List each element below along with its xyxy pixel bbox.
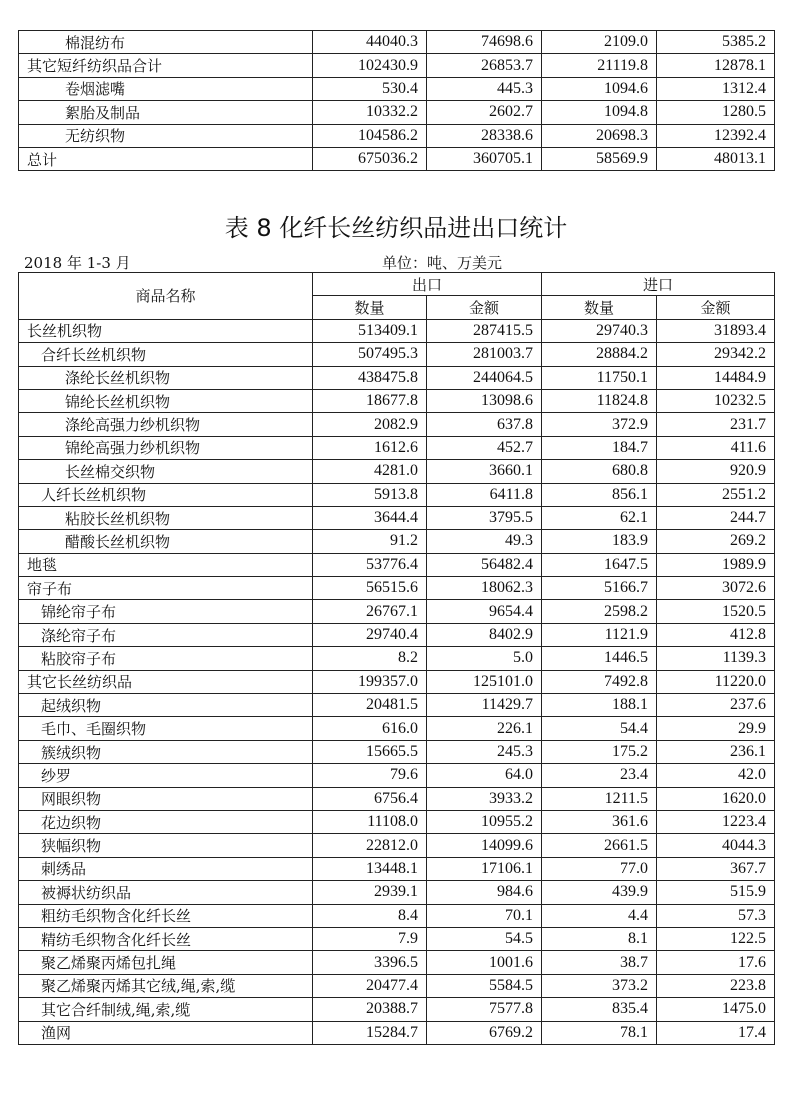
import-amount-cell: 1139.3 bbox=[657, 647, 775, 670]
export-amount-cell: 245.3 bbox=[427, 740, 542, 763]
export-qty-cell: 7.9 bbox=[313, 927, 427, 950]
import-amount-cell: 231.7 bbox=[657, 413, 775, 436]
import-qty-cell: 4.4 bbox=[542, 904, 657, 927]
export-amount-cell: 3660.1 bbox=[427, 460, 542, 483]
export-qty-cell: 20481.5 bbox=[313, 694, 427, 717]
import-qty-cell: 372.9 bbox=[542, 413, 657, 436]
table-row bbox=[19, 77, 775, 100]
export-qty-cell: 438475.8 bbox=[313, 366, 427, 389]
import-qty-cell: 28884.2 bbox=[542, 343, 657, 366]
export-amount-cell: 70.1 bbox=[427, 904, 542, 927]
product-name-cell: 棉混纺布 bbox=[19, 31, 313, 54]
import-qty-cell: 1211.5 bbox=[542, 787, 657, 810]
continued-table bbox=[18, 30, 775, 171]
header-import-amount: 金额 bbox=[657, 296, 775, 319]
import-qty-cell: 29740.3 bbox=[542, 319, 657, 342]
table-title: 表 8 化纤长丝纺织品进出口统计 bbox=[224, 214, 568, 242]
export-qty-cell: 2082.9 bbox=[313, 413, 427, 436]
export-qty-cell: 10332.2 bbox=[313, 101, 427, 124]
table-row bbox=[19, 366, 775, 389]
table-row bbox=[19, 717, 775, 740]
export-amount-cell: 13098.6 bbox=[427, 389, 542, 412]
table-row bbox=[19, 577, 775, 600]
import-qty-cell: 439.9 bbox=[542, 881, 657, 904]
export-qty-cell: 20477.4 bbox=[313, 974, 427, 997]
import-qty-cell: 184.7 bbox=[542, 436, 657, 459]
table-row bbox=[19, 147, 775, 170]
export-qty-cell: 2939.1 bbox=[313, 881, 427, 904]
product-name-cell: 长丝机织物 bbox=[19, 319, 313, 342]
export-amount-cell: 18062.3 bbox=[427, 577, 542, 600]
import-amount-cell: 269.2 bbox=[657, 530, 775, 553]
import-qty-cell: 2598.2 bbox=[542, 600, 657, 623]
export-qty-cell: 11108.0 bbox=[313, 810, 427, 833]
export-qty-cell: 8.2 bbox=[313, 647, 427, 670]
export-amount-cell: 14099.6 bbox=[427, 834, 542, 857]
import-amount-cell: 411.6 bbox=[657, 436, 775, 459]
product-name-cell: 涤纶帘子布 bbox=[19, 623, 313, 646]
export-amount-cell: 6769.2 bbox=[427, 1021, 542, 1044]
import-amount-cell: 17.6 bbox=[657, 951, 775, 974]
import-amount-cell: 10232.5 bbox=[657, 389, 775, 412]
export-amount-cell: 287415.5 bbox=[427, 319, 542, 342]
import-amount-cell: 12392.4 bbox=[657, 124, 775, 147]
table-row bbox=[19, 623, 775, 646]
export-amount-cell: 17106.1 bbox=[427, 857, 542, 880]
import-amount-cell: 1312.4 bbox=[657, 77, 775, 100]
import-amount-cell: 57.3 bbox=[657, 904, 775, 927]
export-amount-cell: 26853.7 bbox=[427, 54, 542, 77]
table-row bbox=[19, 436, 775, 459]
table-row bbox=[19, 670, 775, 693]
table-row bbox=[19, 834, 775, 857]
import-qty-cell: 8.1 bbox=[542, 927, 657, 950]
table-row bbox=[19, 124, 775, 147]
export-amount-cell: 281003.7 bbox=[427, 343, 542, 366]
table-row bbox=[19, 460, 775, 483]
import-qty-cell: 78.1 bbox=[542, 1021, 657, 1044]
import-amount-cell: 1520.5 bbox=[657, 600, 775, 623]
export-amount-cell: 226.1 bbox=[427, 717, 542, 740]
product-name-cell: 狭幅织物 bbox=[19, 834, 313, 857]
product-name-cell: 锦纶帘子布 bbox=[19, 600, 313, 623]
import-amount-cell: 515.9 bbox=[657, 881, 775, 904]
export-amount-cell: 360705.1 bbox=[427, 147, 542, 170]
header-product-name: 商品名称 bbox=[19, 273, 313, 320]
product-name-cell: 人纤长丝机织物 bbox=[19, 483, 313, 506]
product-name-cell: 簇绒织物 bbox=[19, 740, 313, 763]
import-qty-cell: 20698.3 bbox=[542, 124, 657, 147]
product-name-cell: 粘胶长丝机织物 bbox=[19, 506, 313, 529]
product-name-cell: 毛巾、毛圈织物 bbox=[19, 717, 313, 740]
import-qty-cell: 11750.1 bbox=[542, 366, 657, 389]
import-qty-cell: 62.1 bbox=[542, 506, 657, 529]
product-name-cell: 渔网 bbox=[19, 1021, 313, 1044]
import-amount-cell: 48013.1 bbox=[657, 147, 775, 170]
import-qty-cell: 175.2 bbox=[542, 740, 657, 763]
product-name-cell: 聚乙烯聚丙烯其它绒,绳,索,缆 bbox=[19, 974, 313, 997]
export-qty-cell: 3396.5 bbox=[313, 951, 427, 974]
table-header bbox=[19, 273, 775, 320]
table-row bbox=[19, 810, 775, 833]
export-qty-cell: 6756.4 bbox=[313, 787, 427, 810]
table-row bbox=[19, 483, 775, 506]
import-amount-cell: 920.9 bbox=[657, 460, 775, 483]
export-qty-cell: 8.4 bbox=[313, 904, 427, 927]
product-name-cell: 起绒织物 bbox=[19, 694, 313, 717]
export-amount-cell: 637.8 bbox=[427, 413, 542, 436]
import-amount-cell: 14484.9 bbox=[657, 366, 775, 389]
table-row bbox=[19, 413, 775, 436]
table-row bbox=[19, 974, 775, 997]
import-amount-cell: 1223.4 bbox=[657, 810, 775, 833]
import-amount-cell: 3072.6 bbox=[657, 577, 775, 600]
product-name-cell: 总计 bbox=[19, 147, 313, 170]
table-row bbox=[19, 553, 775, 576]
table-row bbox=[19, 764, 775, 787]
product-name-cell: 醋酸长丝机织物 bbox=[19, 530, 313, 553]
import-amount-cell: 31893.4 bbox=[657, 319, 775, 342]
export-amount-cell: 1001.6 bbox=[427, 951, 542, 974]
import-qty-cell: 11824.8 bbox=[542, 389, 657, 412]
export-amount-cell: 54.5 bbox=[427, 927, 542, 950]
export-qty-cell: 513409.1 bbox=[313, 319, 427, 342]
import-qty-cell: 361.6 bbox=[542, 810, 657, 833]
import-amount-cell: 367.7 bbox=[657, 857, 775, 880]
export-amount-cell: 10955.2 bbox=[427, 810, 542, 833]
header-row-1 bbox=[19, 273, 775, 296]
import-qty-cell: 1094.8 bbox=[542, 101, 657, 124]
import-amount-cell: 412.8 bbox=[657, 623, 775, 646]
export-amount-cell: 49.3 bbox=[427, 530, 542, 553]
table-row bbox=[19, 881, 775, 904]
export-amount-cell: 74698.6 bbox=[427, 31, 542, 54]
export-amount-cell: 984.6 bbox=[427, 881, 542, 904]
export-amount-cell: 445.3 bbox=[427, 77, 542, 100]
product-name-cell: 锦纶高强力纱机织物 bbox=[19, 436, 313, 459]
import-amount-cell: 122.5 bbox=[657, 927, 775, 950]
import-qty-cell: 38.7 bbox=[542, 951, 657, 974]
product-name-cell: 长丝棉交织物 bbox=[19, 460, 313, 483]
import-amount-cell: 1989.9 bbox=[657, 553, 775, 576]
import-qty-cell: 7492.8 bbox=[542, 670, 657, 693]
import-amount-cell: 12878.1 bbox=[657, 54, 775, 77]
import-amount-cell: 244.7 bbox=[657, 506, 775, 529]
export-qty-cell: 199357.0 bbox=[313, 670, 427, 693]
product-name-cell: 帘子布 bbox=[19, 577, 313, 600]
import-qty-cell: 5166.7 bbox=[542, 577, 657, 600]
export-qty-cell: 20388.7 bbox=[313, 998, 427, 1021]
product-name-cell: 地毯 bbox=[19, 553, 313, 576]
export-qty-cell: 29740.4 bbox=[313, 623, 427, 646]
table-row bbox=[19, 951, 775, 974]
export-amount-cell: 3795.5 bbox=[427, 506, 542, 529]
import-amount-cell: 4044.3 bbox=[657, 834, 775, 857]
export-qty-cell: 102430.9 bbox=[313, 54, 427, 77]
product-name-cell: 精纺毛织物含化纤长丝 bbox=[19, 927, 313, 950]
import-qty-cell: 54.4 bbox=[542, 717, 657, 740]
product-name-cell: 花边织物 bbox=[19, 810, 313, 833]
export-amount-cell: 125101.0 bbox=[427, 670, 542, 693]
import-qty-cell: 680.8 bbox=[542, 460, 657, 483]
import-amount-cell: 2551.2 bbox=[657, 483, 775, 506]
export-amount-cell: 11429.7 bbox=[427, 694, 542, 717]
export-qty-cell: 4281.0 bbox=[313, 460, 427, 483]
product-name-cell: 絮胎及制品 bbox=[19, 101, 313, 124]
table-row bbox=[19, 600, 775, 623]
header-export-amount: 金额 bbox=[427, 296, 542, 319]
import-amount-cell: 29.9 bbox=[657, 717, 775, 740]
import-qty-cell: 373.2 bbox=[542, 974, 657, 997]
product-name-cell: 其它长丝纺织品 bbox=[19, 670, 313, 693]
table-row bbox=[19, 506, 775, 529]
import-qty-cell: 1121.9 bbox=[542, 623, 657, 646]
import-amount-cell: 29342.2 bbox=[657, 343, 775, 366]
export-qty-cell: 26767.1 bbox=[313, 600, 427, 623]
continued-table-body bbox=[19, 31, 775, 171]
export-amount-cell: 7577.8 bbox=[427, 998, 542, 1021]
export-qty-cell: 104586.2 bbox=[313, 124, 427, 147]
export-amount-cell: 5.0 bbox=[427, 647, 542, 670]
import-amount-cell: 5385.2 bbox=[657, 31, 775, 54]
import-qty-cell: 2109.0 bbox=[542, 31, 657, 54]
product-name-cell: 被褥状纺织品 bbox=[19, 881, 313, 904]
export-amount-cell: 6411.8 bbox=[427, 483, 542, 506]
import-qty-cell: 1094.6 bbox=[542, 77, 657, 100]
table-row bbox=[19, 101, 775, 124]
export-qty-cell: 56515.6 bbox=[313, 577, 427, 600]
import-amount-cell: 11220.0 bbox=[657, 670, 775, 693]
import-amount-cell: 236.1 bbox=[657, 740, 775, 763]
product-name-cell: 无纺织物 bbox=[19, 124, 313, 147]
table-row bbox=[19, 927, 775, 950]
product-name-cell: 涤纶长丝机织物 bbox=[19, 366, 313, 389]
table-row bbox=[19, 647, 775, 670]
product-name-cell: 涤纶高强力纱机织物 bbox=[19, 413, 313, 436]
product-name-cell: 粗纺毛织物含化纤长丝 bbox=[19, 904, 313, 927]
product-name-cell: 刺绣品 bbox=[19, 857, 313, 880]
table-row bbox=[19, 54, 775, 77]
import-amount-cell: 1280.5 bbox=[657, 101, 775, 124]
period-label: 2018 年 1-3 月 bbox=[24, 254, 131, 272]
import-qty-cell: 21119.8 bbox=[542, 54, 657, 77]
table-row bbox=[19, 857, 775, 880]
export-amount-cell: 56482.4 bbox=[427, 553, 542, 576]
table-row bbox=[19, 389, 775, 412]
import-amount-cell: 1475.0 bbox=[657, 998, 775, 1021]
import-qty-cell: 183.9 bbox=[542, 530, 657, 553]
table-body bbox=[19, 319, 775, 1044]
product-name-cell: 其它合纤制绒,绳,索,缆 bbox=[19, 998, 313, 1021]
export-qty-cell: 44040.3 bbox=[313, 31, 427, 54]
export-amount-cell: 64.0 bbox=[427, 764, 542, 787]
import-qty-cell: 835.4 bbox=[542, 998, 657, 1021]
table-row bbox=[19, 319, 775, 342]
export-qty-cell: 616.0 bbox=[313, 717, 427, 740]
trade-statistics-table bbox=[18, 272, 775, 1045]
import-amount-cell: 223.8 bbox=[657, 974, 775, 997]
export-qty-cell: 22812.0 bbox=[313, 834, 427, 857]
table-row bbox=[19, 694, 775, 717]
table-row bbox=[19, 31, 775, 54]
export-qty-cell: 675036.2 bbox=[313, 147, 427, 170]
product-name-cell: 卷烟滤嘴 bbox=[19, 77, 313, 100]
export-qty-cell: 13448.1 bbox=[313, 857, 427, 880]
export-qty-cell: 15665.5 bbox=[313, 740, 427, 763]
import-qty-cell: 1446.5 bbox=[542, 647, 657, 670]
export-qty-cell: 53776.4 bbox=[313, 553, 427, 576]
product-name-cell: 锦纶长丝机织物 bbox=[19, 389, 313, 412]
import-amount-cell: 237.6 bbox=[657, 694, 775, 717]
import-qty-cell: 856.1 bbox=[542, 483, 657, 506]
product-name-cell: 纱罗 bbox=[19, 764, 313, 787]
import-qty-cell: 23.4 bbox=[542, 764, 657, 787]
import-qty-cell: 58569.9 bbox=[542, 147, 657, 170]
table-row bbox=[19, 530, 775, 553]
table-row bbox=[19, 1021, 775, 1044]
export-amount-cell: 2602.7 bbox=[427, 101, 542, 124]
header-export-qty: 数量 bbox=[313, 296, 427, 319]
product-name-cell: 网眼织物 bbox=[19, 787, 313, 810]
export-amount-cell: 9654.4 bbox=[427, 600, 542, 623]
export-amount-cell: 3933.2 bbox=[427, 787, 542, 810]
table-row bbox=[19, 787, 775, 810]
import-amount-cell: 17.4 bbox=[657, 1021, 775, 1044]
import-amount-cell: 42.0 bbox=[657, 764, 775, 787]
export-amount-cell: 5584.5 bbox=[427, 974, 542, 997]
export-qty-cell: 5913.8 bbox=[313, 483, 427, 506]
export-qty-cell: 15284.7 bbox=[313, 1021, 427, 1044]
export-qty-cell: 79.6 bbox=[313, 764, 427, 787]
import-qty-cell: 1647.5 bbox=[542, 553, 657, 576]
export-qty-cell: 507495.3 bbox=[313, 343, 427, 366]
import-amount-cell: 1620.0 bbox=[657, 787, 775, 810]
export-qty-cell: 530.4 bbox=[313, 77, 427, 100]
import-qty-cell: 2661.5 bbox=[542, 834, 657, 857]
export-qty-cell: 91.2 bbox=[313, 530, 427, 553]
import-qty-cell: 77.0 bbox=[542, 857, 657, 880]
export-amount-cell: 452.7 bbox=[427, 436, 542, 459]
header-import-qty: 数量 bbox=[542, 296, 657, 319]
header-import: 进口 bbox=[542, 273, 775, 296]
table-row bbox=[19, 740, 775, 763]
product-name-cell: 其它短纤纺织品合计 bbox=[19, 54, 313, 77]
product-name-cell: 粘胶帘子布 bbox=[19, 647, 313, 670]
unit-label: 单位：吨、万美元 bbox=[382, 254, 503, 272]
table-row bbox=[19, 343, 775, 366]
export-amount-cell: 8402.9 bbox=[427, 623, 542, 646]
export-qty-cell: 1612.6 bbox=[313, 436, 427, 459]
table-row bbox=[19, 904, 775, 927]
export-amount-cell: 28338.6 bbox=[427, 124, 542, 147]
product-name-cell: 合纤长丝机织物 bbox=[19, 343, 313, 366]
table-row bbox=[19, 998, 775, 1021]
import-qty-cell: 188.1 bbox=[542, 694, 657, 717]
product-name-cell: 聚乙烯聚丙烯包扎绳 bbox=[19, 951, 313, 974]
export-qty-cell: 3644.4 bbox=[313, 506, 427, 529]
export-amount-cell: 244064.5 bbox=[427, 366, 542, 389]
export-qty-cell: 18677.8 bbox=[313, 389, 427, 412]
header-export: 出口 bbox=[313, 273, 542, 296]
